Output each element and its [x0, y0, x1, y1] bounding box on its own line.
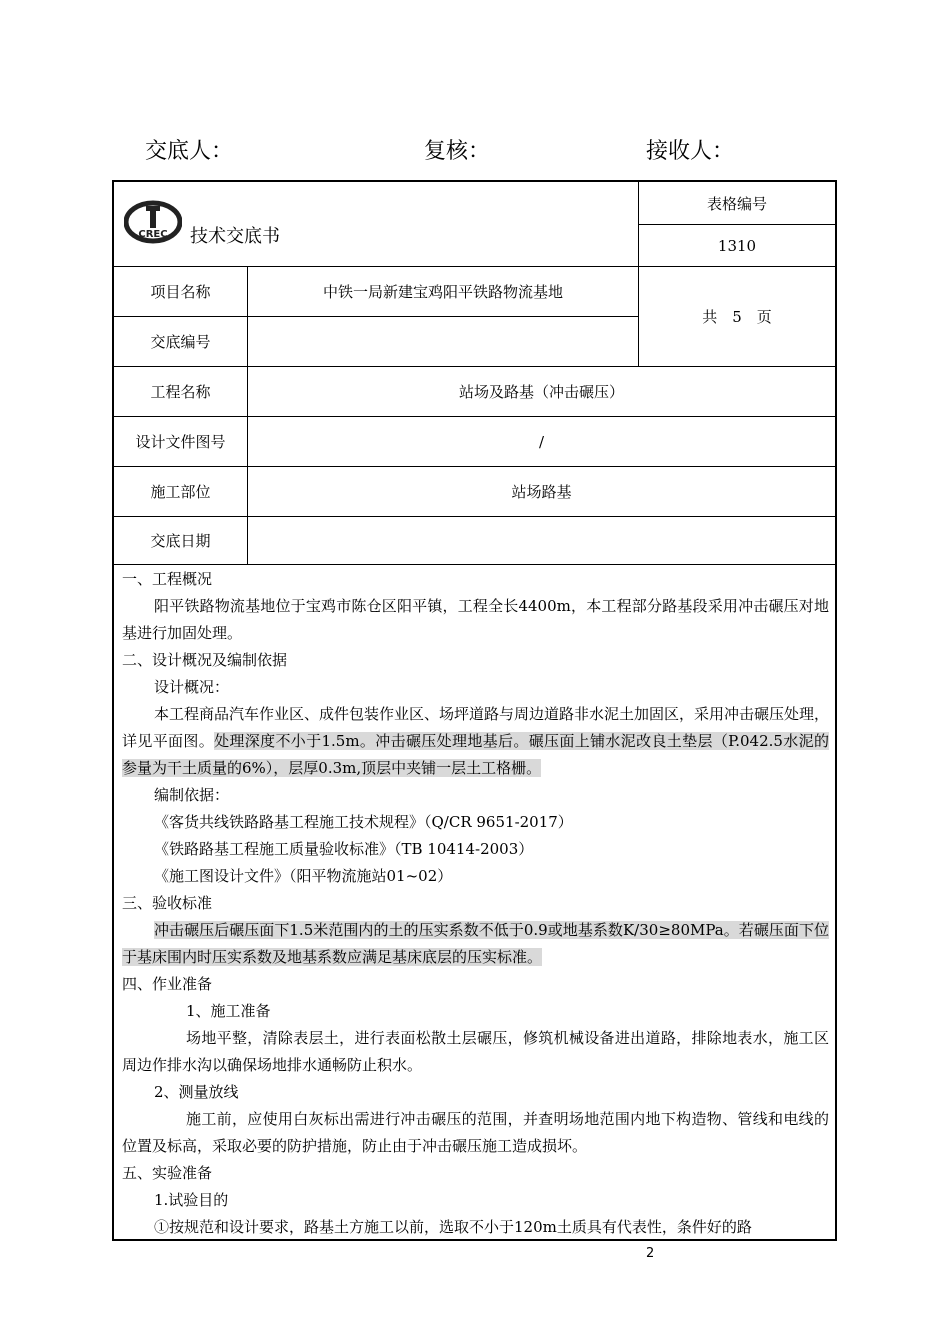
handover-no-label: 交底编号 — [150, 333, 211, 351]
page-number: 2 — [646, 1246, 655, 1261]
design-doc-value: / — [538, 432, 545, 451]
date-label: 交底日期 — [150, 532, 211, 550]
highlighted-text: 处理深度不小于1.5m。冲击碾压处理地基后。碾压面上铺水泥改良土垫层（P.042.5水泥的参量为干土质量的6%），层厚0.3m,顶层中夹铺一层土工格栅。 — [122, 732, 829, 777]
paragraph: 场地平整，清除表层土，进行表面松散土层碾压，修筑机械设备进出道路，排除地表水，施工区周边作排水沟以确保场地排水通畅防止积水。 — [122, 1029, 829, 1074]
project-name-value: 中铁一局新建宝鸡阳平铁路物流基地 — [322, 283, 563, 301]
form-no-value: 1310 — [717, 236, 757, 255]
handover-no-value — [248, 317, 638, 366]
highlighted-text: 冲击碾压后碾压面下1.5米范围内的土的压实系数不低于0.9或地基系数K/30≥80MPa。若碾压面下位于基床围内时压实系数及地基系数应满足基床底层的压实标准。 — [122, 921, 829, 966]
reference-item: 《施工图设计文件》（阳平物流施站01~02） — [154, 867, 453, 885]
paragraph: 阳平铁路物流基地位于宝鸡市陈仓区阳平镇，工程全长4400m，本工程部分路基段采用冲击碾压对地基进行加固处理。 — [122, 597, 829, 642]
project-name-label: 项目名称 — [150, 283, 211, 301]
section-heading: 二、设计概况及编制依据 — [122, 651, 288, 669]
reference-item: 《铁路路基工程施工质量验收标准》（TB 10414-2003） — [154, 840, 534, 858]
sub-heading: 1、施工准备 — [186, 1002, 271, 1020]
sub-heading: 2、测量放线 — [154, 1083, 239, 1101]
handover-person-label: 交底人： — [145, 139, 234, 164]
document-table — [112, 180, 837, 1241]
section-heading: 三、验收标准 — [122, 894, 213, 912]
logo-text: CREC — [138, 229, 168, 240]
sub-heading: 编制依据： — [154, 786, 230, 804]
construction-part-label: 施工部位 — [150, 483, 211, 501]
paragraph — [114, 917, 835, 971]
section-heading: 一、工程概况 — [122, 570, 213, 588]
date-value — [248, 517, 835, 564]
crec-logo-icon — [124, 200, 182, 244]
sub-heading: 设计概况： — [154, 678, 230, 696]
section-heading: 五、实验准备 — [122, 1164, 213, 1182]
construction-part-value: 站场路基 — [511, 483, 572, 501]
paragraph: 施工前，应使用白灰标出需进行冲击碾压的范围，并查明场地范围内地下构造物、管线和电线的位置及标高，采取必要的防护措施，防止由于冲击碾压施工造成损坏。 — [122, 1110, 829, 1155]
doc-title: 技术交底书 — [190, 226, 280, 247]
design-doc-label: 设计文件图号 — [135, 433, 226, 451]
sub-heading: 1.试验目的 — [154, 1191, 229, 1209]
reference-item: 《客货共线铁路路基工程施工技术规程》（Q/CR 9651-2017） — [154, 813, 573, 831]
section-heading: 四、作业准备 — [122, 975, 213, 993]
receiver-label: 接收人： — [646, 139, 735, 164]
paragraph — [114, 701, 835, 782]
page-count: 共 5 页 — [702, 308, 772, 326]
content-body — [114, 566, 835, 1241]
text-run: 本工程商品汽车作业区、成件包装作业区、场坪道路与周边道路非水泥土加固区，采用冲击碾压处理，详见平面图。 — [122, 705, 830, 750]
form-no-label: 表格编号 — [706, 194, 767, 213]
paragraph: ①按规范和设计要求，路基土方施工以前，选取不小于120m土质具有代表性，条件好的路 — [154, 1218, 752, 1236]
work-name-value: 站场及路基（冲击碾压） — [458, 383, 624, 401]
review-label: 复核： — [424, 139, 491, 164]
work-name-label: 工程名称 — [150, 383, 211, 401]
